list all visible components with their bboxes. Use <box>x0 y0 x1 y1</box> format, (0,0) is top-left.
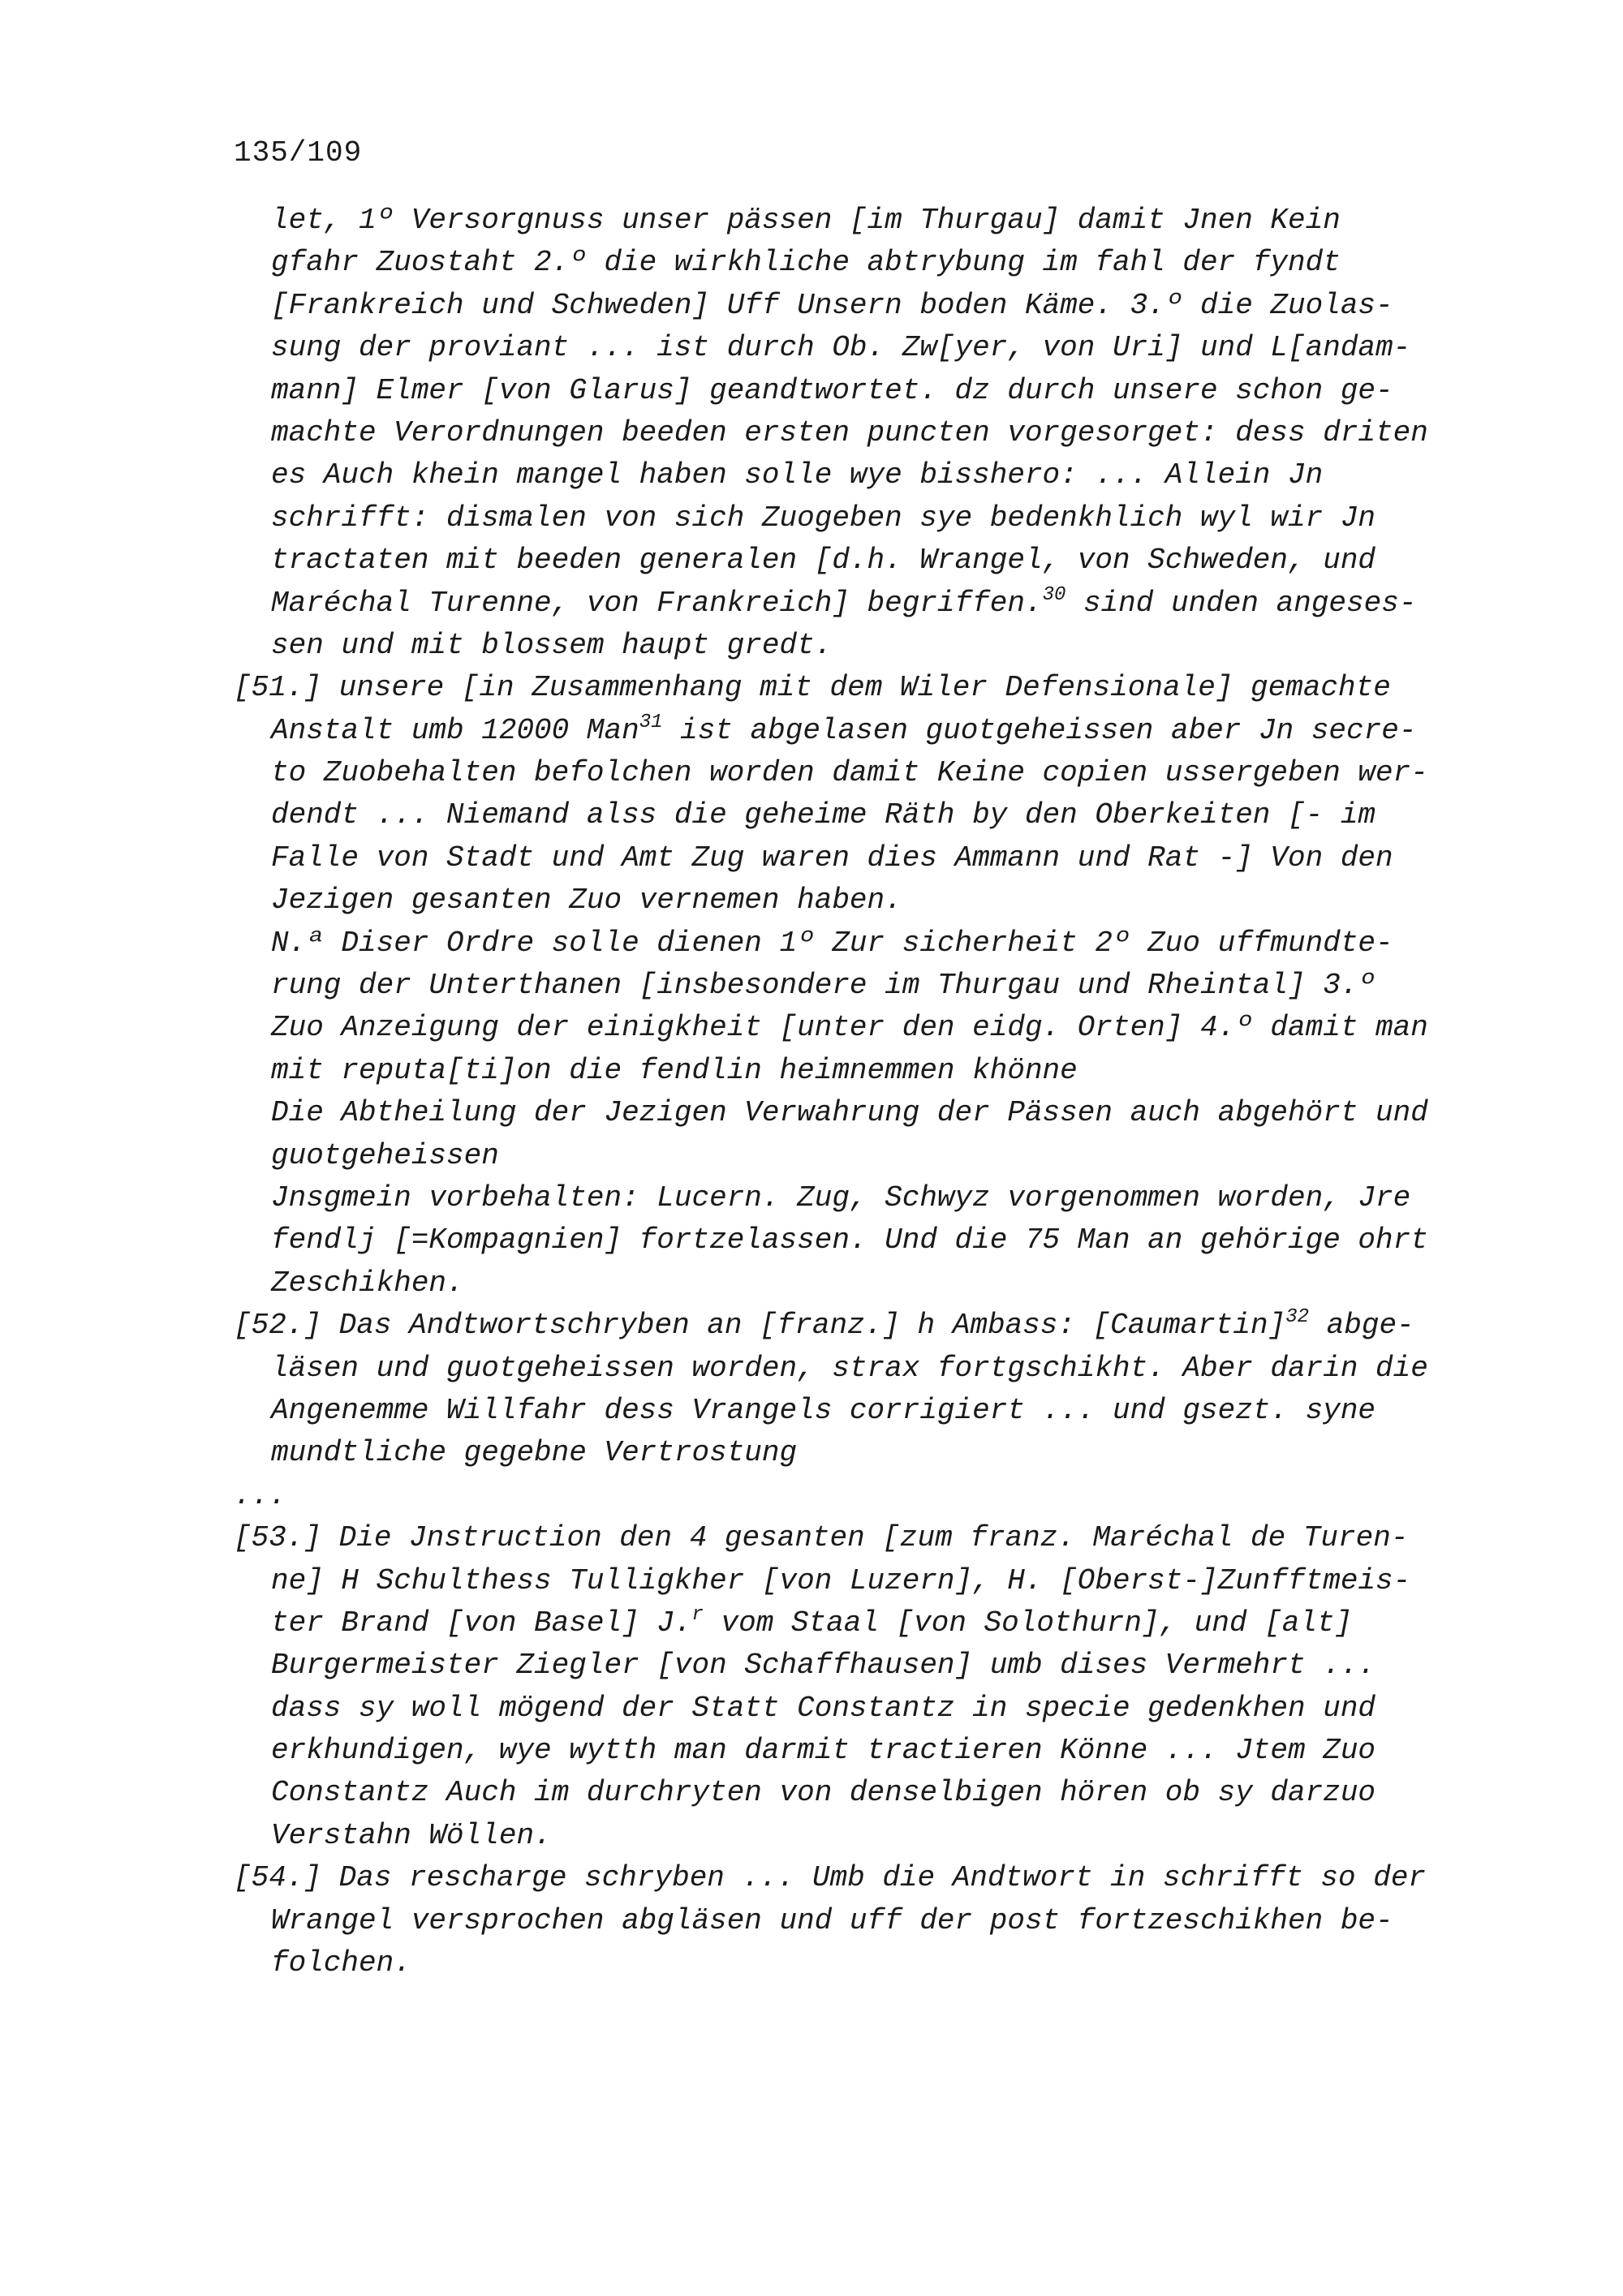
text-segment: Die Abtheilung der Jezigen Verwahrung der Pässen auch abgehört und <box>271 1096 1428 1130</box>
page-number: 135/109 <box>234 136 363 170</box>
text-segment: Angenemme Willfahr dess Vrangels corrigiert ... und gsezt. syne <box>271 1393 1376 1427</box>
text-segment: to Zuobehalten befolchen worden damit Keine copien ussergeben wer- <box>271 756 1428 790</box>
text-line <box>234 497 1500 540</box>
text-line <box>234 1305 1500 1347</box>
text-segment: [51.] unsere [in Zusammenhang mit dem Wiler Defensionale] gemachte <box>234 671 1391 705</box>
text-segment: Jezigen gesanten Zuo vernemen haben. <box>271 884 902 918</box>
text-segment: Anstalt umb 12000 Man <box>271 713 639 747</box>
text-segment: schrifft: dismalen von sich Zuogeben sye bedenkhlich wyl wir Jn <box>271 501 1376 535</box>
text-segment: N.ª Diser Ordre solle dienen 1º Zur sicherheit 2º Zuo uffmundte- <box>271 926 1393 960</box>
text-line <box>234 1688 1500 1730</box>
text-segment: vom Staal [von Solothurn], und [alt] <box>703 1606 1353 1640</box>
text-segment: ... <box>234 1478 286 1512</box>
text-segment: Wrangel versprochen abgläsen und uff der post fortzeschikhen be- <box>271 1903 1393 1937</box>
text-segment: Zeschikhen. <box>271 1266 464 1300</box>
text-line <box>234 922 1500 965</box>
text-segment: Maréchal Turenne, von Frankreich] begriffen. <box>271 586 1043 620</box>
text-segment: ne] H Schulthess Tulligkher [von Luzern], H. [Oberst-]Zunfftmeis- <box>271 1563 1411 1597</box>
text-line <box>234 794 1500 836</box>
text-segment: [52.] Das Andtwortschryben an [franz.] h Ambass: [Caumartin] <box>234 1309 1286 1343</box>
text-segment: mann] Elmer [von Glarus] geandtwortet. dz durch unsere schon ge- <box>271 373 1393 407</box>
text-segment: guotgeheissen <box>271 1138 499 1172</box>
text-segment: dass sy woll mögend der Statt Constantz in specie gedenkhen und <box>271 1691 1376 1725</box>
text-line <box>234 454 1500 497</box>
text-segment: läsen und guotgeheissen worden, strax fortgschikht. Aber darin die <box>271 1351 1428 1385</box>
text-line <box>234 710 1500 752</box>
text-line <box>234 1900 1500 1942</box>
document-body <box>234 200 1500 1984</box>
footnote-marker: 31 <box>639 711 663 733</box>
text-segment: Verstahn Wöllen. <box>271 1818 552 1852</box>
footnote-marker: 32 <box>1285 1306 1310 1329</box>
text-segment: sung der proviant ... ist durch Ob. Zw[yer, von Uri] und L[andam- <box>271 331 1411 365</box>
text-line <box>234 879 1500 922</box>
text-segment: mit reputa[ti]on die fendlin heimnemmen khönne <box>271 1053 1078 1087</box>
paragraph-block <box>234 1517 1500 1857</box>
text-segment: [53.] Die Jnstruction den 4 gesanten [zum franz. Maréchal de Turen- <box>234 1521 1409 1555</box>
text-segment: abge- <box>1309 1309 1414 1343</box>
text-segment: mundtliche gegebne Vertrostung <box>271 1436 798 1470</box>
text-line <box>234 1348 1500 1390</box>
text-segment: machte Verordnungen beeden ersten puncten vorgesorget: dess driten <box>271 415 1428 449</box>
paragraph-block <box>234 1475 1500 1517</box>
text-line <box>234 327 1500 369</box>
paragraph-block <box>234 667 1500 1305</box>
text-line <box>234 1560 1500 1602</box>
text-line <box>234 1730 1500 1772</box>
text-line <box>234 1262 1500 1305</box>
text-line <box>234 1219 1500 1262</box>
text-line <box>234 1475 1500 1517</box>
text-line <box>234 1432 1500 1474</box>
text-line <box>234 1135 1500 1177</box>
text-segment: es Auch khein mangel haben solle wye bisshero: ... Allein Jn <box>271 458 1324 492</box>
text-line <box>234 1050 1500 1092</box>
text-segment: Falle von Stadt und Amt Zug waren dies Ammann und Rat -] Von den <box>271 841 1393 875</box>
text-line <box>234 1645 1500 1687</box>
text-segment: Jnsgmein vorbehalten: Lucern. Zug, Schwyz vorgenommen worden, Jre <box>271 1180 1411 1215</box>
text-segment: Constantz Auch im durchryten von denselbigen hören ob sy darzuo <box>271 1776 1376 1810</box>
text-line <box>234 242 1500 284</box>
text-segment: erkhundigen, wye wytth man darmit tractieren Könne ... Jtem Zuo <box>271 1734 1376 1768</box>
text-segment: let, 1º Versorgnuss unser pässen [im Thurgau] damit Jnen Kein <box>271 204 1341 237</box>
text-line <box>234 200 1500 242</box>
text-line <box>234 1092 1500 1134</box>
text-segment: sen und mit blossem haupt gredt. <box>271 628 833 662</box>
text-line <box>234 1772 1500 1814</box>
text-line <box>234 1815 1500 1857</box>
footnote-marker: r <box>691 1603 704 1626</box>
text-segment: Burgermeister Ziegler [von Schaffhausen] umb dises Vermehrt ... <box>271 1649 1376 1683</box>
text-segment: ter Brand [von Basel] J. <box>271 1606 692 1640</box>
text-line <box>234 1942 1500 1984</box>
text-line <box>234 1177 1500 1219</box>
text-line <box>234 965 1500 1007</box>
text-line <box>234 1007 1500 1049</box>
text-line <box>234 752 1500 794</box>
text-segment: folchen. <box>271 1946 411 1980</box>
text-segment: rung der Unterthanen [insbesondere im Thurgau und Rheintal] 3.º <box>271 969 1376 1003</box>
text-segment: fendlj [=Kompagnien] fortzelassen. Und die 75 Man an gehörige ohrt <box>271 1223 1428 1258</box>
text-line <box>234 667 1500 709</box>
text-segment: Zuo Anzeigung der einigkheit [unter den eidg. Orten] 4.º damit man <box>271 1011 1428 1045</box>
text-segment: tractaten mit beeden generalen [d.h. Wrangel, von Schweden, und <box>271 544 1376 578</box>
text-line <box>234 1602 1500 1645</box>
paragraph-block <box>234 200 1500 667</box>
text-segment: [Frankreich und Schweden] Uff Unsern boden Käme. 3.º die Zuolas- <box>271 288 1393 322</box>
text-segment: sind unden angeses- <box>1065 586 1417 620</box>
paragraph-block <box>234 1305 1500 1475</box>
text-line <box>234 1517 1500 1559</box>
text-line <box>234 540 1500 582</box>
text-line <box>234 1390 1500 1432</box>
text-line <box>234 412 1500 454</box>
text-line <box>234 1857 1500 1899</box>
text-segment: dendt ... Niemand alss die geheime Räth by den Oberkeiten [- im <box>271 798 1376 832</box>
text-segment: gfahr Zuostaht 2.º die wirkhliche abtrybung im fahl der fyndt <box>271 246 1341 280</box>
text-line <box>234 370 1500 412</box>
text-line <box>234 583 1500 625</box>
text-line <box>234 837 1500 879</box>
text-segment: ist abgelasen guotgeheissen aber Jn secre- <box>662 713 1417 747</box>
footnote-marker: 30 <box>1042 583 1066 606</box>
text-line <box>234 625 1500 667</box>
paragraph-block <box>234 1857 1500 1984</box>
text-segment: [54.] Das rescharge schryben ... Umb die Andtwort in schrifft so der <box>234 1861 1427 1895</box>
text-line <box>234 285 1500 327</box>
